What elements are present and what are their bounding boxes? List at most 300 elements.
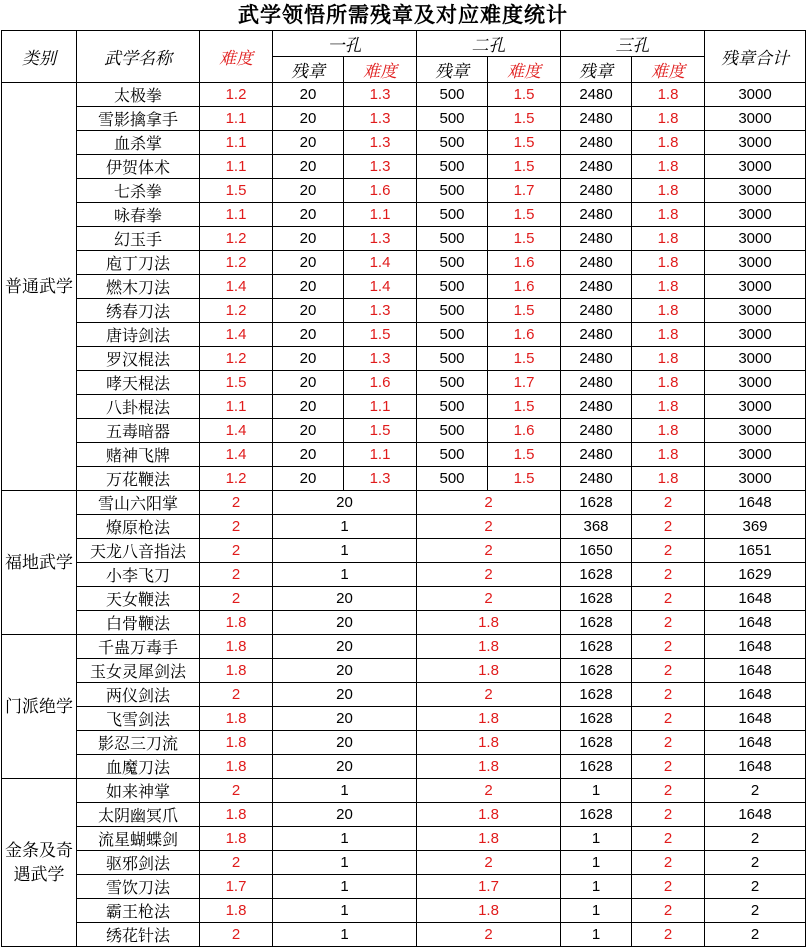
fragments-cell: 1 [273, 923, 417, 947]
difficulty-cell: 2 [632, 539, 705, 563]
fragments-cell: 1 [561, 779, 632, 803]
fragments-cell: 20 [273, 419, 344, 443]
difficulty-cell: 1.8 [417, 611, 561, 635]
total-cell: 369 [705, 515, 806, 539]
difficulty-cell: 1.8 [200, 659, 273, 683]
difficulty-cell: 2 [417, 851, 561, 875]
fragments-cell: 1628 [561, 803, 632, 827]
table-row [2, 155, 806, 179]
fragments-cell: 2480 [561, 419, 632, 443]
difficulty-cell: 1.5 [488, 467, 561, 491]
difficulty-cell: 1.2 [200, 347, 273, 371]
fragments-cell: 2480 [561, 275, 632, 299]
difficulty-cell: 1.4 [344, 275, 417, 299]
skill-name: 血杀掌 [77, 131, 200, 155]
skill-name: 小李飞刀 [77, 563, 200, 587]
difficulty-cell: 1.8 [632, 347, 705, 371]
fragments-cell: 500 [417, 467, 488, 491]
difficulty-cell: 2 [417, 491, 561, 515]
total-cell: 1648 [705, 731, 806, 755]
skill-name: 两仪剑法 [77, 683, 200, 707]
fragments-cell: 20 [273, 683, 417, 707]
header-total: 残章合计 [705, 31, 806, 83]
table-row [2, 347, 806, 371]
table-row [2, 131, 806, 155]
difficulty-cell: 1.2 [200, 467, 273, 491]
total-cell: 1648 [705, 707, 806, 731]
fragments-cell: 2480 [561, 83, 632, 107]
table-row [2, 443, 806, 467]
header-hole3-fragments: 残章 [561, 57, 632, 83]
skill-name: 天龙八音指法 [77, 539, 200, 563]
total-cell: 1648 [705, 659, 806, 683]
fragments-cell: 1 [561, 875, 632, 899]
table-body [2, 83, 806, 947]
table-row [2, 275, 806, 299]
total-cell: 3000 [705, 299, 806, 323]
table-row [2, 851, 806, 875]
table-row [2, 395, 806, 419]
difficulty-cell: 1.8 [417, 827, 561, 851]
fragments-cell: 500 [417, 395, 488, 419]
fragments-cell: 20 [273, 83, 344, 107]
difficulty-cell: 2 [632, 587, 705, 611]
fragments-cell: 1628 [561, 659, 632, 683]
skill-name: 雪山六阳掌 [77, 491, 200, 515]
skill-name: 燃木刀法 [77, 275, 200, 299]
difficulty-cell: 2 [417, 587, 561, 611]
difficulty-cell: 2 [200, 851, 273, 875]
difficulty-cell: 1.1 [200, 107, 273, 131]
table-row [2, 899, 806, 923]
total-cell: 3000 [705, 323, 806, 347]
table-row [2, 707, 806, 731]
skill-name: 哮天棍法 [77, 371, 200, 395]
header-hole1-difficulty: 难度 [344, 57, 417, 83]
difficulty-cell: 1.8 [417, 803, 561, 827]
fragments-cell: 2480 [561, 467, 632, 491]
difficulty-cell: 1.2 [200, 227, 273, 251]
total-cell: 3000 [705, 155, 806, 179]
total-cell: 2 [705, 899, 806, 923]
difficulty-cell: 2 [417, 779, 561, 803]
difficulty-cell: 2 [632, 923, 705, 947]
fragments-cell: 1 [273, 779, 417, 803]
total-cell: 3000 [705, 179, 806, 203]
difficulty-cell: 1.5 [488, 83, 561, 107]
difficulty-cell: 2 [632, 635, 705, 659]
header-hole1-fragments: 残章 [273, 57, 344, 83]
fragments-cell: 1628 [561, 635, 632, 659]
fragments-cell: 20 [273, 659, 417, 683]
total-cell: 3000 [705, 347, 806, 371]
header-hole2: 二孔 [417, 31, 561, 57]
header-hole1: 一孔 [273, 31, 417, 57]
difficulty-cell: 1.2 [200, 299, 273, 323]
skill-name: 八卦棍法 [77, 395, 200, 419]
table-row [2, 179, 806, 203]
skill-name: 流星蝴蝶剑 [77, 827, 200, 851]
difficulty-cell: 1.8 [417, 731, 561, 755]
total-cell: 1648 [705, 587, 806, 611]
difficulty-cell: 2 [417, 539, 561, 563]
difficulty-cell: 2 [632, 803, 705, 827]
fragments-cell: 1628 [561, 611, 632, 635]
difficulty-cell: 1.7 [200, 875, 273, 899]
table-row [2, 83, 806, 107]
table-row [2, 827, 806, 851]
difficulty-cell: 2 [417, 923, 561, 947]
total-cell: 3000 [705, 83, 806, 107]
difficulty-cell: 1.5 [488, 395, 561, 419]
fragments-cell: 20 [273, 299, 344, 323]
difficulty-cell: 2 [632, 611, 705, 635]
skill-name: 伊贺体术 [77, 155, 200, 179]
skill-name: 幻玉手 [77, 227, 200, 251]
difficulty-cell: 1.1 [200, 203, 273, 227]
total-cell: 3000 [705, 131, 806, 155]
skill-name: 赌神飞牌 [77, 443, 200, 467]
total-cell: 1648 [705, 683, 806, 707]
fragments-cell: 1 [561, 827, 632, 851]
fragments-cell: 1 [273, 899, 417, 923]
fragments-cell: 2480 [561, 443, 632, 467]
total-cell: 2 [705, 875, 806, 899]
difficulty-cell: 1.6 [488, 323, 561, 347]
difficulty-cell: 1.8 [632, 155, 705, 179]
difficulty-cell: 1.8 [632, 83, 705, 107]
difficulty-cell: 1.8 [632, 323, 705, 347]
total-cell: 2 [705, 827, 806, 851]
difficulty-cell: 1.3 [344, 155, 417, 179]
difficulty-cell: 1.2 [200, 83, 273, 107]
category-cell: 福地武学 [2, 491, 77, 635]
difficulty-cell: 1.3 [344, 107, 417, 131]
skill-name: 七杀拳 [77, 179, 200, 203]
difficulty-cell: 2 [632, 731, 705, 755]
difficulty-cell: 2 [417, 683, 561, 707]
fragments-cell: 500 [417, 323, 488, 347]
total-cell: 3000 [705, 107, 806, 131]
fragments-cell: 500 [417, 443, 488, 467]
difficulty-cell: 1.5 [488, 299, 561, 323]
fragments-cell: 500 [417, 203, 488, 227]
difficulty-cell: 1.1 [344, 443, 417, 467]
table-row [2, 203, 806, 227]
total-cell: 2 [705, 923, 806, 947]
difficulty-cell: 2 [200, 539, 273, 563]
difficulty-cell: 1.6 [488, 419, 561, 443]
header-hole2-fragments: 残章 [417, 57, 488, 83]
fragments-cell: 1628 [561, 587, 632, 611]
total-cell: 3000 [705, 395, 806, 419]
fragments-cell: 20 [273, 467, 344, 491]
difficulty-cell: 2 [632, 515, 705, 539]
difficulty-cell: 2 [632, 875, 705, 899]
difficulty-cell: 1.5 [488, 203, 561, 227]
table-row [2, 539, 806, 563]
difficulty-cell: 1.4 [200, 419, 273, 443]
table-row [2, 419, 806, 443]
difficulty-cell: 2 [632, 707, 705, 731]
difficulty-cell: 2 [632, 683, 705, 707]
fragments-cell: 20 [273, 203, 344, 227]
difficulty-cell: 1.8 [417, 659, 561, 683]
skill-name: 燎原枪法 [77, 515, 200, 539]
total-cell: 1648 [705, 803, 806, 827]
fragments-cell: 20 [273, 347, 344, 371]
fragments-cell: 1 [561, 899, 632, 923]
difficulty-cell: 1.8 [200, 635, 273, 659]
difficulty-cell: 2 [200, 923, 273, 947]
difficulty-cell: 1.8 [632, 251, 705, 275]
table-row [2, 107, 806, 131]
fragments-cell: 20 [273, 227, 344, 251]
skill-name: 罗汉棍法 [77, 347, 200, 371]
skill-table [1, 30, 806, 947]
difficulty-cell: 1.8 [632, 275, 705, 299]
table-row [2, 659, 806, 683]
difficulty-cell: 1.4 [344, 251, 417, 275]
fragments-cell: 20 [273, 275, 344, 299]
table-row [2, 779, 806, 803]
fragments-cell: 2480 [561, 179, 632, 203]
total-cell: 3000 [705, 227, 806, 251]
difficulty-cell: 2 [632, 659, 705, 683]
fragments-cell: 1628 [561, 491, 632, 515]
difficulty-cell: 2 [200, 683, 273, 707]
difficulty-cell: 2 [632, 827, 705, 851]
difficulty-cell: 1.4 [200, 323, 273, 347]
total-cell: 1648 [705, 635, 806, 659]
difficulty-cell: 2 [632, 491, 705, 515]
difficulty-cell: 1.5 [200, 179, 273, 203]
skill-name: 千蛊万毒手 [77, 635, 200, 659]
difficulty-cell: 1.7 [488, 179, 561, 203]
difficulty-cell: 1.8 [632, 299, 705, 323]
table-row [2, 731, 806, 755]
difficulty-cell: 1.5 [488, 227, 561, 251]
difficulty-cell: 1.8 [200, 731, 273, 755]
difficulty-cell: 1.8 [632, 467, 705, 491]
difficulty-cell: 1.8 [417, 635, 561, 659]
difficulty-cell: 1.6 [344, 179, 417, 203]
difficulty-cell: 1.1 [200, 131, 273, 155]
fragments-cell: 500 [417, 131, 488, 155]
fragments-cell: 500 [417, 107, 488, 131]
difficulty-cell: 2 [200, 779, 273, 803]
fragments-cell: 20 [273, 443, 344, 467]
fragments-cell: 2480 [561, 107, 632, 131]
difficulty-cell: 1.8 [417, 755, 561, 779]
fragments-cell: 500 [417, 275, 488, 299]
total-cell: 3000 [705, 371, 806, 395]
difficulty-cell: 1.8 [200, 899, 273, 923]
fragments-cell: 1 [273, 515, 417, 539]
fragments-cell: 500 [417, 371, 488, 395]
skill-name: 如来神掌 [77, 779, 200, 803]
difficulty-cell: 1.8 [632, 419, 705, 443]
table-row [2, 371, 806, 395]
difficulty-cell: 1.5 [488, 347, 561, 371]
difficulty-cell: 1.3 [344, 83, 417, 107]
fragments-cell: 1 [273, 875, 417, 899]
difficulty-cell: 1.4 [200, 275, 273, 299]
table-row [2, 755, 806, 779]
fragments-cell: 1628 [561, 563, 632, 587]
fragments-cell: 1 [561, 851, 632, 875]
fragments-cell: 500 [417, 299, 488, 323]
difficulty-cell: 1.8 [200, 803, 273, 827]
difficulty-cell: 1.8 [632, 395, 705, 419]
fragments-cell: 20 [273, 179, 344, 203]
skill-name: 太阴幽冥爪 [77, 803, 200, 827]
fragments-cell: 20 [273, 371, 344, 395]
difficulty-cell: 1.3 [344, 227, 417, 251]
fragments-cell: 500 [417, 179, 488, 203]
header-category: 类别 [2, 31, 77, 83]
difficulty-cell: 1.8 [200, 755, 273, 779]
difficulty-cell: 1.8 [632, 227, 705, 251]
skill-name: 玉女灵犀剑法 [77, 659, 200, 683]
total-cell: 2 [705, 851, 806, 875]
difficulty-cell: 1.8 [417, 899, 561, 923]
fragments-cell: 500 [417, 347, 488, 371]
category-cell: 金条及奇遇武学 [2, 779, 77, 947]
difficulty-cell: 1.5 [488, 107, 561, 131]
header-hole2-difficulty: 难度 [488, 57, 561, 83]
fragments-cell: 500 [417, 227, 488, 251]
skill-name: 绣花针法 [77, 923, 200, 947]
table-row [2, 875, 806, 899]
skill-name: 唐诗剑法 [77, 323, 200, 347]
fragments-cell: 1650 [561, 539, 632, 563]
fragments-cell: 20 [273, 707, 417, 731]
skill-name: 驱邪剑法 [77, 851, 200, 875]
table-row [2, 923, 806, 947]
difficulty-cell: 1.7 [488, 371, 561, 395]
skill-name: 飞雪剑法 [77, 707, 200, 731]
difficulty-cell: 1.1 [200, 395, 273, 419]
skill-name: 白骨鞭法 [77, 611, 200, 635]
difficulty-cell: 1.6 [488, 251, 561, 275]
difficulty-cell: 1.6 [488, 275, 561, 299]
difficulty-cell: 1.8 [632, 371, 705, 395]
header-hole3: 三孔 [561, 31, 705, 57]
total-cell: 2 [705, 779, 806, 803]
fragments-cell: 1628 [561, 755, 632, 779]
skill-name: 绣春刀法 [77, 299, 200, 323]
difficulty-cell: 2 [200, 515, 273, 539]
fragments-cell: 20 [273, 155, 344, 179]
difficulty-cell: 2 [200, 587, 273, 611]
total-cell: 3000 [705, 443, 806, 467]
difficulty-cell: 2 [632, 779, 705, 803]
table-row [2, 227, 806, 251]
difficulty-cell: 2 [632, 755, 705, 779]
fragments-cell: 20 [273, 755, 417, 779]
skill-name: 庖丁刀法 [77, 251, 200, 275]
table-row [2, 803, 806, 827]
fragments-cell: 368 [561, 515, 632, 539]
difficulty-cell: 1.3 [344, 347, 417, 371]
table-row [2, 323, 806, 347]
skill-name: 雪影擒拿手 [77, 107, 200, 131]
difficulty-cell: 1.1 [344, 395, 417, 419]
table-row [2, 563, 806, 587]
difficulty-cell: 1.8 [200, 707, 273, 731]
difficulty-cell: 1.8 [632, 179, 705, 203]
fragments-cell: 1 [273, 851, 417, 875]
difficulty-cell: 1.8 [200, 827, 273, 851]
total-cell: 3000 [705, 275, 806, 299]
difficulty-cell: 1.7 [417, 875, 561, 899]
fragments-cell: 1628 [561, 683, 632, 707]
fragments-cell: 20 [273, 611, 417, 635]
table-row [2, 683, 806, 707]
difficulty-cell: 1.8 [632, 131, 705, 155]
difficulty-cell: 1.6 [344, 371, 417, 395]
fragments-cell: 20 [273, 251, 344, 275]
total-cell: 3000 [705, 419, 806, 443]
fragments-cell: 500 [417, 251, 488, 275]
fragments-cell: 2480 [561, 251, 632, 275]
difficulty-cell: 1.8 [632, 443, 705, 467]
difficulty-cell: 1.4 [200, 443, 273, 467]
category-cell: 门派绝学 [2, 635, 77, 779]
fragments-cell: 2480 [561, 203, 632, 227]
difficulty-cell: 2 [632, 851, 705, 875]
header-hole3-difficulty: 难度 [632, 57, 705, 83]
difficulty-cell: 1.1 [344, 203, 417, 227]
header-difficulty: 难度 [200, 31, 273, 83]
difficulty-cell: 1.1 [200, 155, 273, 179]
fragments-cell: 20 [273, 803, 417, 827]
fragments-cell: 20 [273, 395, 344, 419]
skill-name: 影忍三刀流 [77, 731, 200, 755]
fragments-cell: 20 [273, 131, 344, 155]
difficulty-cell: 2 [417, 515, 561, 539]
difficulty-cell: 1.8 [200, 611, 273, 635]
difficulty-cell: 1.3 [344, 467, 417, 491]
table-row [2, 587, 806, 611]
header-name: 武学名称 [77, 31, 200, 83]
difficulty-cell: 2 [632, 899, 705, 923]
fragments-cell: 1628 [561, 731, 632, 755]
difficulty-cell: 1.5 [200, 371, 273, 395]
fragments-cell: 20 [273, 323, 344, 347]
fragments-cell: 1 [561, 923, 632, 947]
fragments-cell: 20 [273, 731, 417, 755]
total-cell: 1648 [705, 491, 806, 515]
difficulty-cell: 1.2 [200, 251, 273, 275]
total-cell: 3000 [705, 251, 806, 275]
skill-name: 天女鞭法 [77, 587, 200, 611]
fragments-cell: 2480 [561, 395, 632, 419]
fragments-cell: 1 [273, 539, 417, 563]
difficulty-cell: 1.8 [632, 203, 705, 227]
category-cell: 普通武学 [2, 83, 77, 491]
skill-name: 霸王枪法 [77, 899, 200, 923]
difficulty-cell: 2 [200, 563, 273, 587]
total-cell: 1651 [705, 539, 806, 563]
total-cell: 1648 [705, 755, 806, 779]
table-row [2, 467, 806, 491]
skill-name: 血魔刀法 [77, 755, 200, 779]
total-cell: 3000 [705, 467, 806, 491]
fragments-cell: 2480 [561, 299, 632, 323]
difficulty-cell: 2 [632, 563, 705, 587]
